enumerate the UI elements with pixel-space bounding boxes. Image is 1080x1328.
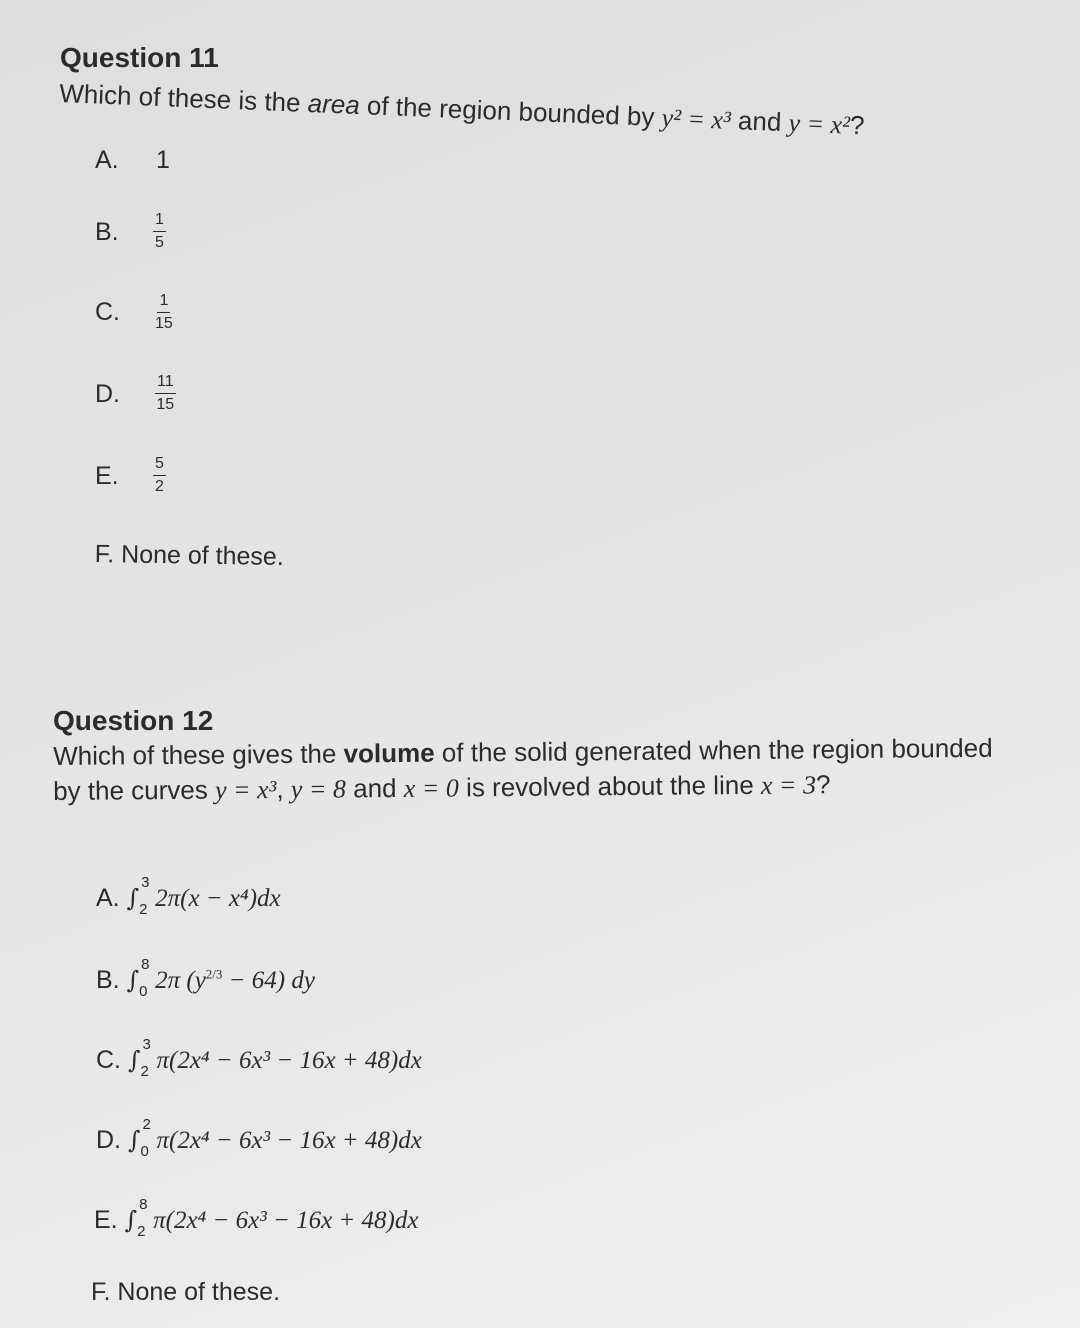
question-11-title: Question 11 [60, 42, 219, 73]
q12-option-d-letter: D. [96, 1126, 121, 1154]
q12-line2-pre: by the curves [53, 774, 216, 806]
q12-option-c-upper: 3 [142, 1036, 151, 1053]
question-12-title: Question 12 [53, 705, 214, 736]
q12-option-d-limits [140, 1116, 156, 1160]
q12-curve-3: x = 0 [403, 773, 459, 803]
question-11-text [59, 78, 865, 141]
q12-option-a-letter: A. [96, 884, 120, 912]
q11-option-c-fraction [155, 293, 173, 332]
q12-option-c-integrand: π(2x⁴ − 6x³ − 16x + 48)dx [156, 1047, 422, 1074]
q12-curve-1: y = x³ [214, 775, 277, 805]
q11-option-e-numerator: 5 [153, 456, 166, 476]
q11-option-f [95, 540, 284, 572]
q11-option-b-letter: B. [95, 218, 119, 246]
q11-text-emphasis: area [307, 87, 361, 121]
q12-option-b-exponent: 2/3 [205, 966, 223, 982]
q11-option-d-fraction [155, 374, 176, 413]
q12-axis-line: x = 3 [760, 770, 817, 800]
q12-option-e [94, 1196, 419, 1240]
q12-option-a-limits [139, 874, 155, 918]
q12-option-e-upper: 8 [139, 1196, 148, 1213]
q12-option-d-lower: 0 [140, 1143, 149, 1160]
q11-option-d-denominator: 15 [156, 396, 175, 413]
q12-option-a-integrand: 2π(x − x⁴)dx [155, 885, 281, 912]
q11-option-f-letter: F. [94, 540, 115, 569]
q12-revolve: is revolved about the line [458, 769, 762, 803]
q12-option-e-letter: E. [94, 1206, 118, 1234]
q11-option-b-fraction [153, 212, 166, 251]
q12-curve-2: y = 8 [290, 774, 347, 804]
question-12-line-2 [53, 769, 831, 807]
q11-option-a-letter: A. [95, 146, 119, 174]
q11-equation-2: y = x² [787, 108, 851, 140]
q12-option-c-limits [140, 1036, 156, 1080]
q12-line1-post: of the solid generated when the region bounded [434, 732, 993, 768]
q12-question-mark: ? [815, 769, 831, 800]
q11-option-d-numerator: 11 [155, 374, 176, 394]
q12-and: and [345, 772, 404, 804]
q12-option-b-upper: 8 [141, 956, 150, 973]
q12-option-a-lower: 2 [139, 901, 148, 918]
q11-option-a-value: 1 [156, 146, 170, 174]
q12-option-b-letter: B. [96, 966, 120, 994]
q12-option-a [96, 874, 281, 918]
q12-option-f-letter: F. [91, 1278, 111, 1306]
q12-comma: , [276, 773, 291, 805]
q11-text-end: ? [849, 109, 866, 141]
q11-equation-1: y² = x³ [661, 103, 732, 135]
q12-option-d-integrand: π(2x⁴ − 6x³ − 16x + 48)dx [156, 1127, 422, 1154]
q11-text-and: and [730, 104, 790, 138]
q12-option-f [91, 1278, 280, 1307]
q12-option-d [96, 1116, 422, 1160]
q11-text-pre: Which of these is the [58, 78, 309, 118]
integral-sign-icon: ∫ [124, 1206, 138, 1234]
q11-text-mid: of the region bounded by [359, 90, 663, 133]
q12-option-a-upper: 3 [141, 874, 150, 891]
q12-option-f-value: None of these. [117, 1278, 281, 1306]
q11-option-c-letter: C. [95, 298, 120, 326]
q11-option-e-letter: E. [95, 462, 119, 490]
integral-sign-icon: ∫ [127, 1046, 141, 1074]
q12-option-b-integrand-pre: 2π (y [155, 967, 206, 994]
q12-line1-bold: volume [343, 737, 435, 769]
q11-option-c-numerator: 1 [157, 293, 170, 313]
integral-sign-icon: ∫ [127, 1126, 141, 1154]
q12-option-e-integrand: π(2x⁴ − 6x³ − 16x + 48)dx [153, 1207, 419, 1234]
q11-option-d-letter: D. [95, 380, 120, 408]
q11-option-c-denominator: 15 [155, 315, 173, 332]
q12-option-e-lower: 2 [137, 1223, 146, 1240]
q12-option-b [96, 956, 315, 1000]
q12-option-c-lower: 2 [140, 1063, 149, 1080]
q12-option-b-lower: 0 [139, 983, 148, 1000]
question-12-line-1 [53, 733, 993, 772]
q11-option-f-value: None of these. [120, 540, 285, 571]
q12-option-b-limits [139, 956, 155, 1000]
q12-option-b-integrand-post: − 64) dy [222, 967, 315, 994]
q11-option-e-denominator: 2 [155, 478, 164, 495]
q12-option-c-letter: C. [96, 1046, 121, 1074]
q12-line1-pre: Which of these gives the [53, 738, 344, 771]
q11-option-e-fraction [153, 456, 166, 495]
q12-option-e-limits [137, 1196, 153, 1240]
q12-option-c [96, 1036, 422, 1080]
q11-option-b-numerator: 1 [153, 212, 166, 232]
integral-sign-icon: ∫ [126, 966, 140, 994]
integral-sign-icon: ∫ [126, 884, 140, 912]
q12-option-d-upper: 2 [142, 1116, 151, 1133]
q11-option-b-denominator: 5 [155, 234, 164, 251]
